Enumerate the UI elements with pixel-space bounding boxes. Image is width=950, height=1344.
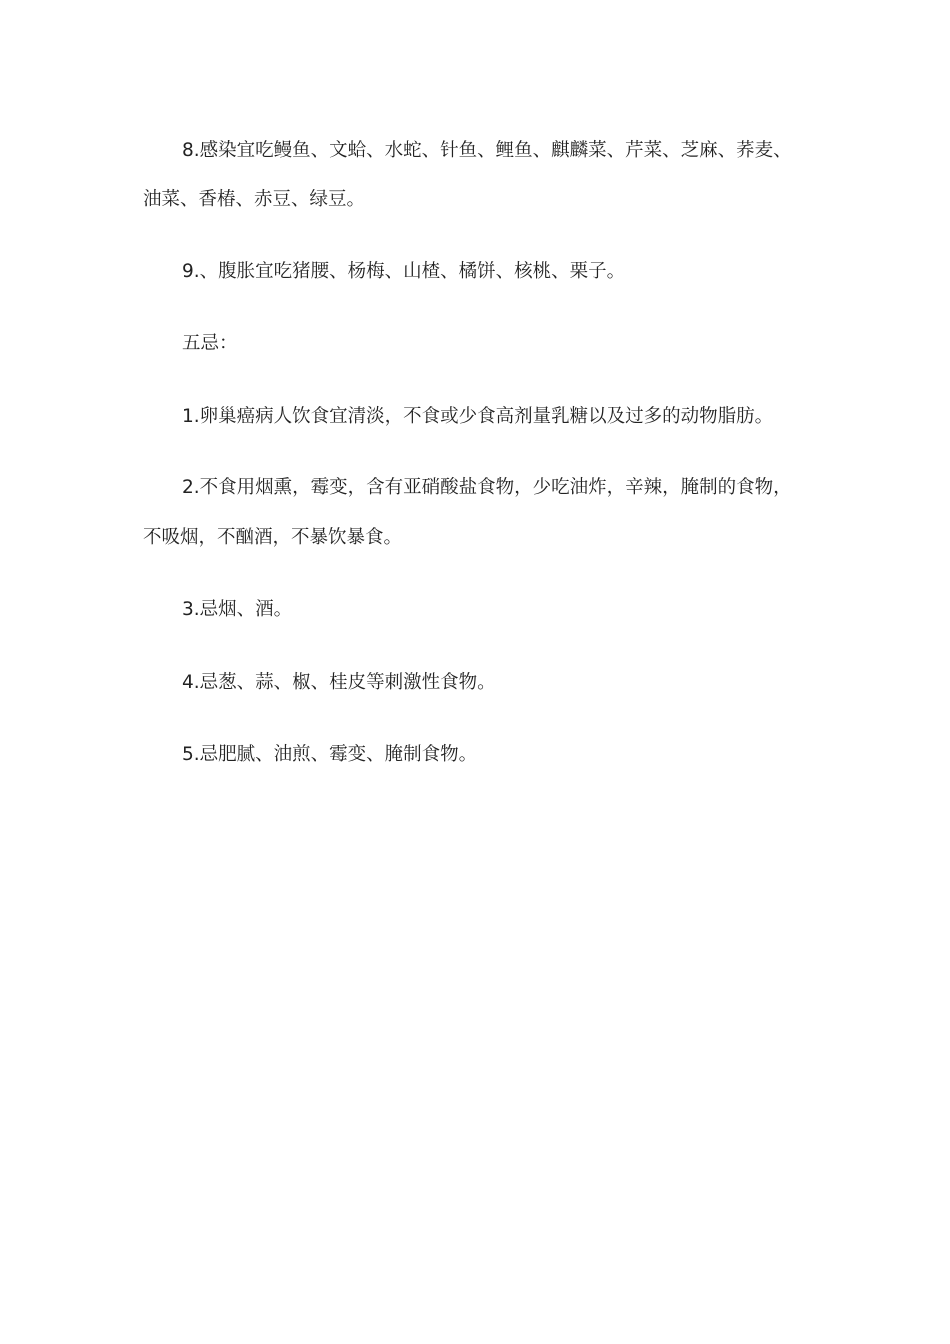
text-line: 8.感染宜吃鳗鱼、文蛤、水蛇、针鱼、鲤鱼、麒麟菜、芹菜、芝麻、荞麦、	[182, 140, 792, 161]
text-line: 不吸烟，不酗酒，不暴饮暴食。	[143, 527, 403, 548]
text-line: 5.忌肥腻、油煎、霉变、腌制食物。	[182, 744, 478, 765]
text-line: 油菜、香椿、赤豆、绿豆。	[143, 189, 366, 210]
text-line: 3.忌烟、酒。	[182, 599, 293, 620]
heading-text: 五忌：	[182, 333, 238, 354]
text-line: 1.卵巢癌病人饮食宜清淡，不食或少食高剂量乳糖以及过多的动物脂肪。	[182, 406, 774, 427]
text-line: 4.忌葱、蒜、椒、桂皮等刺激性食物。	[182, 672, 496, 693]
text-line: 2.不食用烟熏，霉变，含有亚硝酸盐食物，少吃油炸，辛辣，腌制的食物，	[182, 477, 792, 498]
text-line: 9.、腹胀宜吃猪腰、杨梅、山楂、橘饼、核桃、栗子。	[182, 261, 626, 282]
